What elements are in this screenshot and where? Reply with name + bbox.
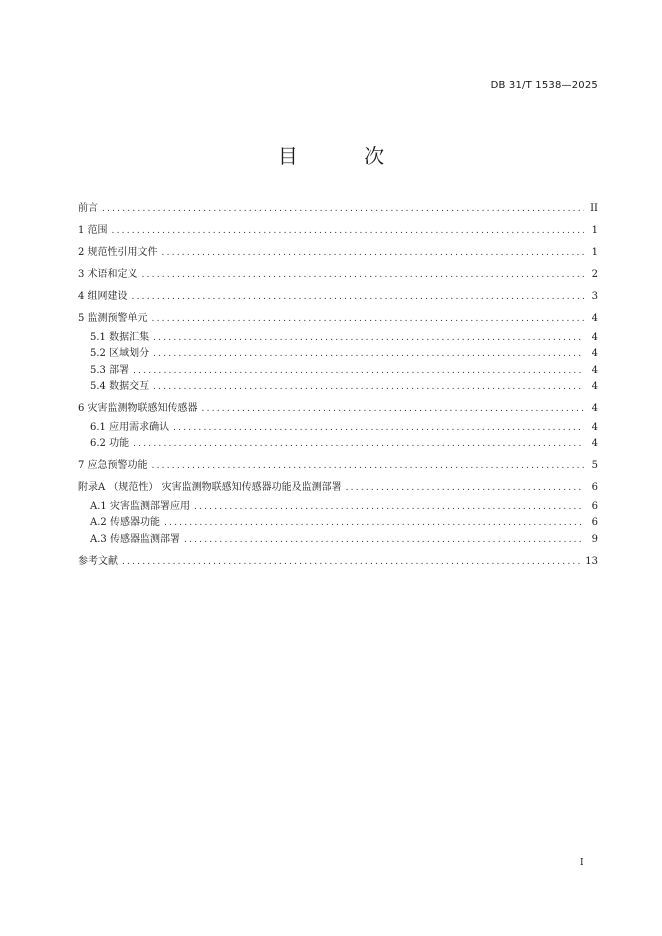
toc-entry-page: 4 [591,313,598,325]
toc-entry-page: 6 [591,482,598,494]
toc-entry[interactable] [78,222,598,244]
toc-leader-dots [133,362,584,380]
toc-leader-dots [184,531,584,549]
toc-entry-page: 4 [591,364,598,376]
toc-entry-label: 参考文献 [78,555,118,567]
toc-entry-page: 4 [591,403,598,415]
toc-entry[interactable] [78,288,598,310]
toc-leader-dots [164,514,584,532]
toc-entry-label: 7 应急预警功能 [78,460,148,472]
toc-subentry[interactable] [78,329,598,345]
toc-entry-label: 6 灾害监测物联感知传感器 [78,403,198,415]
toc-entry[interactable] [78,457,598,479]
toc-entry-label: 6.2 功能 [90,438,130,450]
table-of-contents [78,200,598,575]
toc-entry-label: 5.2 区域划分 [90,348,150,360]
toc-leader-dots [132,288,584,306]
toc-entry[interactable] [78,553,598,575]
toc-entry-label: 前言 [78,203,98,214]
toc-subentry[interactable] [78,345,598,361]
toc-subentry[interactable] [78,362,598,378]
toc-entry-page: 2 [591,269,598,281]
toc-subentry[interactable] [78,419,598,435]
toc-subentry[interactable] [78,514,598,530]
toc-entry-label: 附录A （规范性） 灾害监测物联感知传感器功能及监测部署 [78,482,342,494]
toc-entry-page: 13 [585,555,598,567]
toc-entry-label: 2 规范性引用文件 [78,247,158,259]
toc-entry-label: A.2 传感器功能 [90,517,160,529]
toc-entry-label: 1 范围 [78,225,108,237]
toc-entry[interactable] [78,244,598,266]
toc-entry-label: 6.1 应用需求确认 [90,421,170,433]
toc-leader-dots [133,435,584,453]
toc-entry-label: 5.4 数据交互 [90,381,150,393]
toc-entry-page: 9 [591,533,598,545]
toc-entry-page: 5 [591,460,598,472]
toc-entry-page: II [590,203,598,214]
toc-leader-dots [153,345,584,363]
toc-entry-label: 4 组网建设 [78,291,128,303]
toc-entry-page: 4 [591,421,598,433]
toc-entry-page: 3 [591,291,598,303]
toc-entry-label: 3 术语和定义 [78,269,138,281]
toc-entry-label: 5 监测预警单元 [78,313,148,325]
toc-subentry[interactable] [78,378,598,400]
toc-entry-page: 4 [591,438,598,450]
toc-entry-label: A.1 灾害监测部署应用 [90,500,190,512]
toc-entry-page: 1 [591,247,598,259]
document-code: DB 31/T 1538—2025 [490,80,598,91]
toc-leader-dots [153,329,584,347]
toc-subentry[interactable] [78,435,598,457]
toc-entry-label: A.3 传感器监测部署 [90,533,180,545]
toc-subentry[interactable] [78,498,598,514]
toc-leader-dots [112,222,584,240]
toc-entry-page: 1 [591,225,598,237]
toc-leader-dots [102,200,584,218]
toc-leader-dots [152,310,584,328]
toc-entry[interactable] [78,400,598,419]
toc-leader-dots [142,266,584,284]
toc-leader-dots [202,400,584,418]
toc-entry[interactable] [78,479,598,498]
toc-leader-dots [173,419,584,437]
toc-entry[interactable] [78,266,598,288]
toc-entry-page: 6 [591,500,598,512]
page-number: I [580,858,584,868]
toc-entry-label: 5.3 部署 [90,364,130,376]
toc-entry[interactable] [78,200,598,222]
toc-entry-label: 5.1 数据汇集 [90,331,150,343]
toc-subentry[interactable] [78,531,598,553]
toc-leader-dots [194,498,584,516]
toc-entry[interactable] [78,310,598,329]
toc-leader-dots [153,378,584,396]
toc-entry-page: 4 [591,348,598,360]
toc-leader-dots [152,457,584,475]
toc-entry-page: 4 [591,381,598,393]
toc-leader-dots [162,244,584,262]
toc-leader-dots [346,479,584,497]
toc-title: 目 次 [277,144,415,168]
toc-leader-dots [122,553,581,571]
toc-entry-page: 4 [591,331,598,343]
toc-entry-page: 6 [591,517,598,529]
